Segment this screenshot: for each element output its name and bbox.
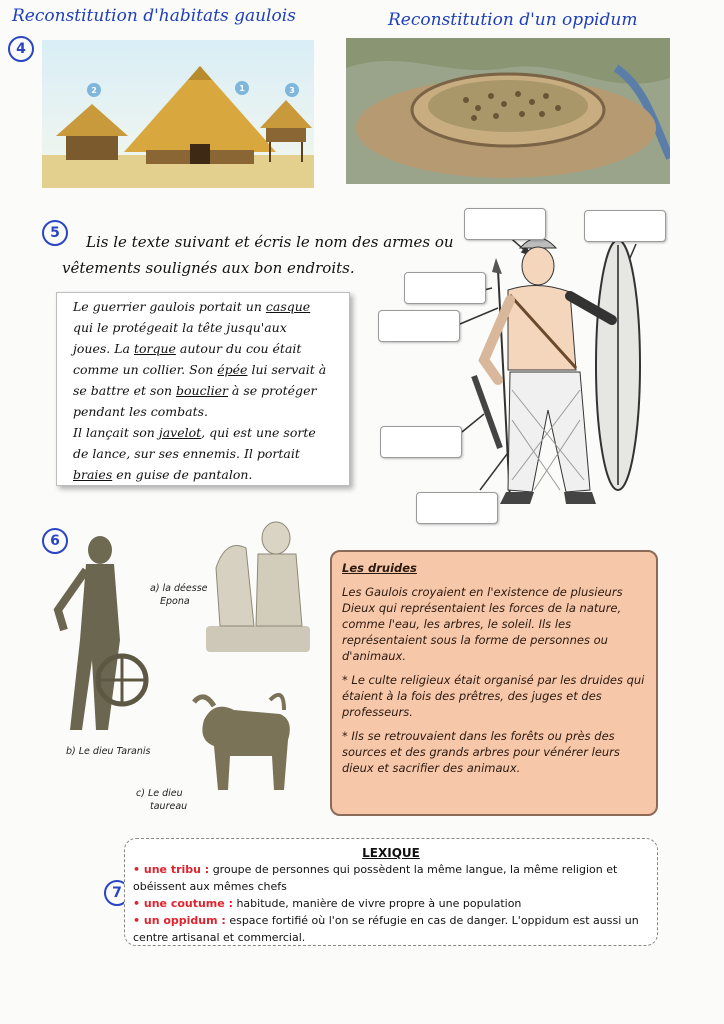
bull-statuette <box>184 680 302 800</box>
druides-paragraph-2: * Le culte religieux était organisé par les druides qui étaient à la fois des prêtres, des juges et des professeurs. <box>342 673 645 719</box>
lexique-entry-tribu: • une tribu : groupe de personnes qui possèdent la même langue, la même religion et obéissent aux mêmes chefs <box>133 863 618 893</box>
title-oppidum: Reconstitution d'un oppidum <box>388 10 638 30</box>
word-bouclier: bouclier <box>176 383 228 398</box>
lexique-entry-oppidum: • un oppidum : espace fortifié où l'on se réfugie en cas de danger. L'oppidum est aussi un centre artisanal et commercial. <box>133 914 639 944</box>
caption-epona-1: a) la déesse <box>150 583 208 594</box>
druides-title: Les druides <box>342 561 417 575</box>
druides-box <box>330 550 658 816</box>
exercise-instruction-line1: Lis le texte suivant et écris le nom des armes ou <box>86 233 454 251</box>
section-number-7: 7 <box>104 880 130 906</box>
druides-paragraph-1: Les Gaulois croyaient en l'existence de plusieurs Dieux qui représentaient les forces de la nature, comme l'eau, les arbres, le soleil. Ils les représentaient sous la forme de personnes ou d'animaux. <box>342 585 623 663</box>
word-javelot: javelot <box>158 425 202 440</box>
marker-3: 3 <box>289 86 295 95</box>
warrior-text-card: Le guerrier gaulois portait un casque qui le protégeait la tête jusqu'aux joues. La torque autour du cou était comme un collier. Son épée lui servait à se battre et son bouclier à se protéger pendant les combats. Il lançait son javelot, qui est une sorte de lance, sur ses ennemis. Il portait braies en guise de pantalon. <box>56 292 350 486</box>
answer-box-sword[interactable] <box>380 426 462 458</box>
word-epee: épée <box>217 362 248 377</box>
druides-paragraph-3: * Ils se retrouvaient dans les forêts ou près des sources et des grands arbres pour vénérer leurs dieux et sacrifier des animaux. <box>342 729 620 775</box>
oppidum-illustration <box>346 38 670 184</box>
word-braies: braies <box>73 467 113 482</box>
caption-taureau-1: c) Le dieu <box>136 788 183 799</box>
marker-2: 2 <box>91 86 97 95</box>
taranis-statuette <box>44 530 154 740</box>
marker-1: 1 <box>239 84 245 93</box>
section-number-5: 5 <box>42 220 68 246</box>
section-number-6: 6 <box>42 528 68 554</box>
lexique-box <box>124 838 658 946</box>
caption-taureau-2: taureau <box>150 801 188 812</box>
answer-box-javelot[interactable] <box>378 310 460 342</box>
lexique-entry-coutume: • une coutume : habitude, manière de vivre propre à une population <box>133 897 522 910</box>
title-habitats: Reconstitution d'habitats gaulois <box>12 6 296 26</box>
caption-epona-2: Epona <box>160 596 190 607</box>
lexique-title: LEXIQUE <box>362 846 420 860</box>
answer-box-torque[interactable] <box>404 272 486 304</box>
gaulish-warrior-drawing <box>380 200 680 530</box>
word-casque: casque <box>265 299 311 314</box>
word-torque: torque <box>133 341 176 356</box>
epona-statuette <box>206 508 310 658</box>
huts-illustration <box>42 40 314 188</box>
caption-taranis: b) Le dieu Taranis <box>66 746 151 757</box>
answer-box-helmet[interactable] <box>464 208 546 240</box>
answer-box-braies[interactable] <box>416 492 498 524</box>
section-number-4: 4 <box>8 36 34 62</box>
answer-box-shield[interactable] <box>584 210 666 242</box>
exercise-instruction-line2: vêtements soulignés aux bon endroits. <box>62 259 355 277</box>
